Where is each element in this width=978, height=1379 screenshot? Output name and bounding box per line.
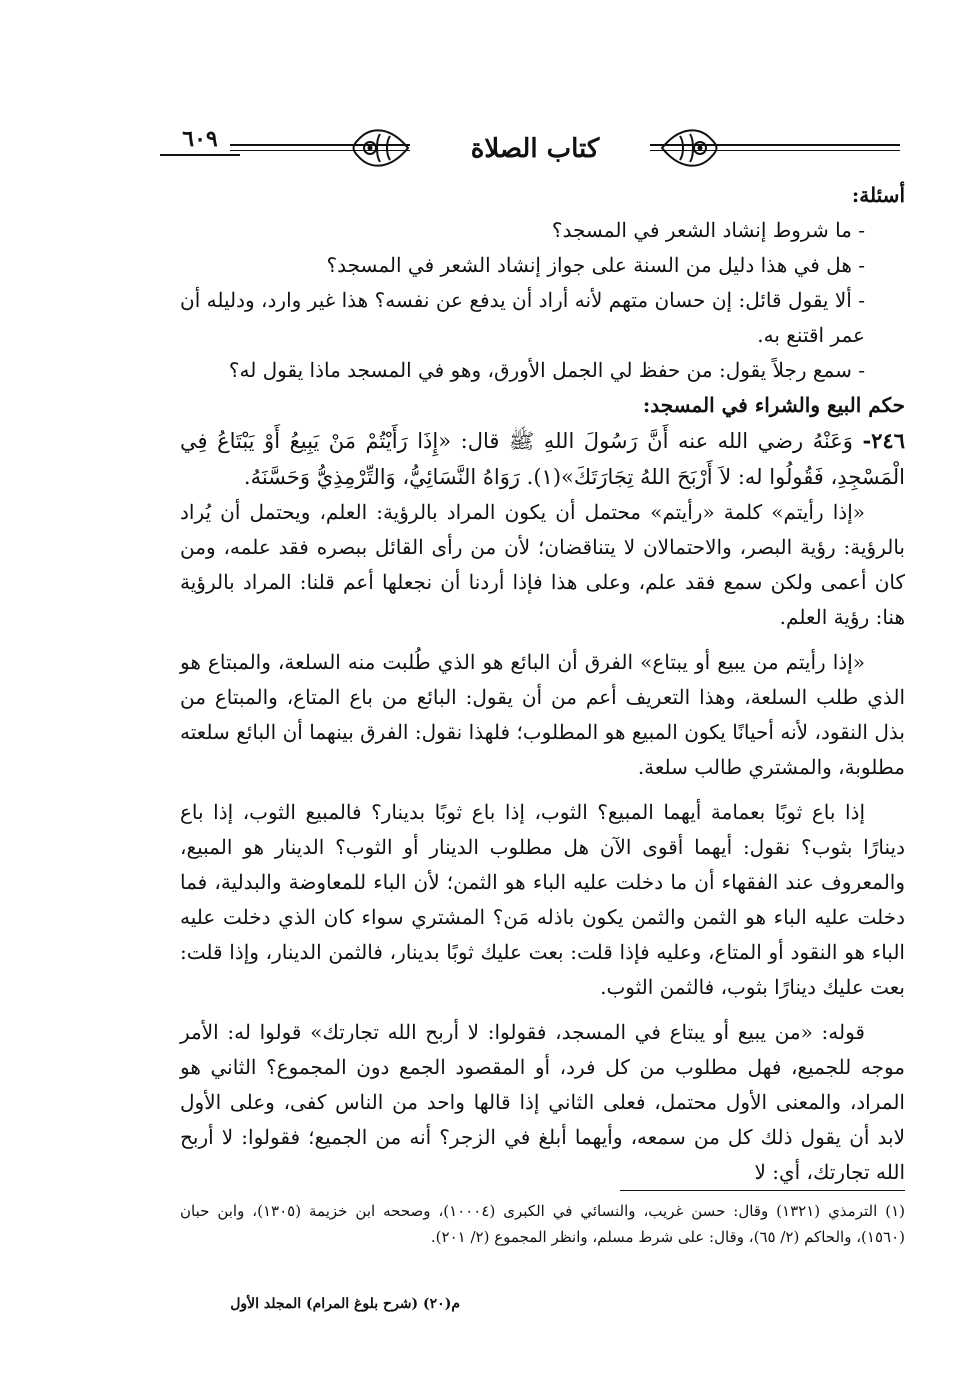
page-signature: م(٢٠) (شرح بلوغ المرام) المجلد الأول xyxy=(230,1296,460,1312)
commentary-paragraph: قوله: «من يبيع أو يبتاع في المسجد، فقولوا: لا أربح الله تجارتك» قولوا له: الأمر موجه للجميع، فهل مطلوب من كل فرد، أو المقصود الجمع دون المجموع؟ الثاني هو المراد، والمعنى الأول محتمل، فعلى الثاني إذا قالها واحد من الناس كفى، وعلى الأول لابد أن يقول ذلك كل من سمعه، وأيهما أبلغ في الزجر؟ أنه من الجميع؛ فقولوا: لا أربح الله تجارتك، أي: لا xyxy=(180,1020,905,1184)
header-rule-right xyxy=(650,144,900,146)
questions-label: أسئلة: xyxy=(851,183,905,207)
running-title: كتاب الصلاة xyxy=(470,134,600,164)
commentary-paragraph: «إذا رأيتم من يبيع أو يبتاع» الفرق أن البائع هو الذي طُلبت منه السلعة، والمبتاع هو الذي طلب السلعة، وهذا التعريف أعم من أن يقول: البائع من باع المتاع، والمبتاع من بذل النقود، لأنه أحيانًا يكون المبيع هو المطلوب؛ فلهذا نقول: الفرق بينهما أن البائع سلعته مطلوبة، والمشتري طالب سلعة. xyxy=(180,650,905,779)
hadith-text xyxy=(180,423,905,495)
header-rule-right-thin xyxy=(650,150,900,151)
commentary-paragraph: «إذا رأيتم» كلمة «رأيتم» محتمل أن يكون المراد بالرؤية: العلم، ويحتمل أن يُراد بالرؤية: رؤية البصر، والاحتمالان لا يتناقضان؛ لأن من رأى القائل ببصره فقد علمه، ومن كان أعمى ولكن سمع فقد علم، وعلى هذا فإذا أردنا أن نجعلها أعم قلنا: المراد بالرؤية هنا: رؤية العلم. xyxy=(180,500,905,629)
page-header xyxy=(160,108,900,178)
hadith-body: وَعَنْهُ رضي الله عنه أَنَّ رَسُولَ اللهِ ﷺ قال: «إِذَا رَأَيْتُمْ مَنْ يَبِيعُ أَوْ يَبْتَاعُ فِي الْمَسْجِدِ، فَقُولُوا له: لاَ أَرْبَحَ اللهُ تِجَارَتَكَ»(١). رَوَاهُ النَّسَائِيُّ، وَالتِّرْمِذِيُّ وَحَسَّنَهُ. xyxy=(180,429,905,489)
section-heading: حكم البيع والشراء في المسجد: xyxy=(642,393,905,417)
main-text xyxy=(180,178,905,1190)
ornament-left-icon xyxy=(350,120,410,176)
hadith-number: ٢٤٦- xyxy=(862,428,905,453)
ornament-right-icon xyxy=(660,120,720,176)
footnotes xyxy=(180,1198,905,1250)
question-item: - هل في هذا دليل من السنة على جواز إنشاد الشعر في المسجد؟ xyxy=(326,253,865,277)
footnote-rule xyxy=(620,1190,905,1191)
page-number: ٦٠٩ xyxy=(160,126,240,156)
question-item: - ألا يقول قائل: إن حسان متهم لأنه أراد أن يدفع عن نفسه؟ هذا غير وارد، ودليله أن عمر اقتنع به. xyxy=(180,288,865,347)
question-item: - ما شروط إنشاد الشعر في المسجد؟ xyxy=(551,218,865,242)
question-item: - سمع رجلاً يقول: من حفظ لي الجمل الأورق، وهو في المسجد ماذا يقول له؟ xyxy=(228,358,865,382)
footnote-item: (١) الترمذي (١٣٢١) وقال: حسن غريب، والنسائي في الكبرى (١٠٠٠٤)، وصححه ابن خزيمة (١٣٠٥)، وابن حبان (١٥٦٠)، والحاكم (٢/ ٦٥)، وقال: على شرط مسلم، وانظر المجموع (٢/ ٢٠١). xyxy=(180,1202,905,1246)
commentary-paragraph: إذا باع ثوبًا بعمامة أيهما المبيع؟ الثوب، إذا باع ثوبًا بدينار؟ فالمبيع الثوب، إذا باع دينارًا بثوب؟ نقول: أيهما أقوى الآن هل مطلوب الدينار أو الثوب؟ الدينار هو المبيع، والمعروف عند الفقهاء أن ما دخلت عليه الباء هو الثمن؛ لأن الباء للمعاوضة والبدلية، فما دخلت عليه الباء هو الثمن والثمن يكون باذله مَن؟ المشتري سواء كان الذي دخلت عليه الباء هو النقود أو المتاع، وعليه فإذا قلت: بعت عليك ثوبًا بدينار، فالثمن الدينار، وإذا قلت: بعت عليك دينارًا بثوب، فالثمن الثوب. xyxy=(180,800,905,999)
